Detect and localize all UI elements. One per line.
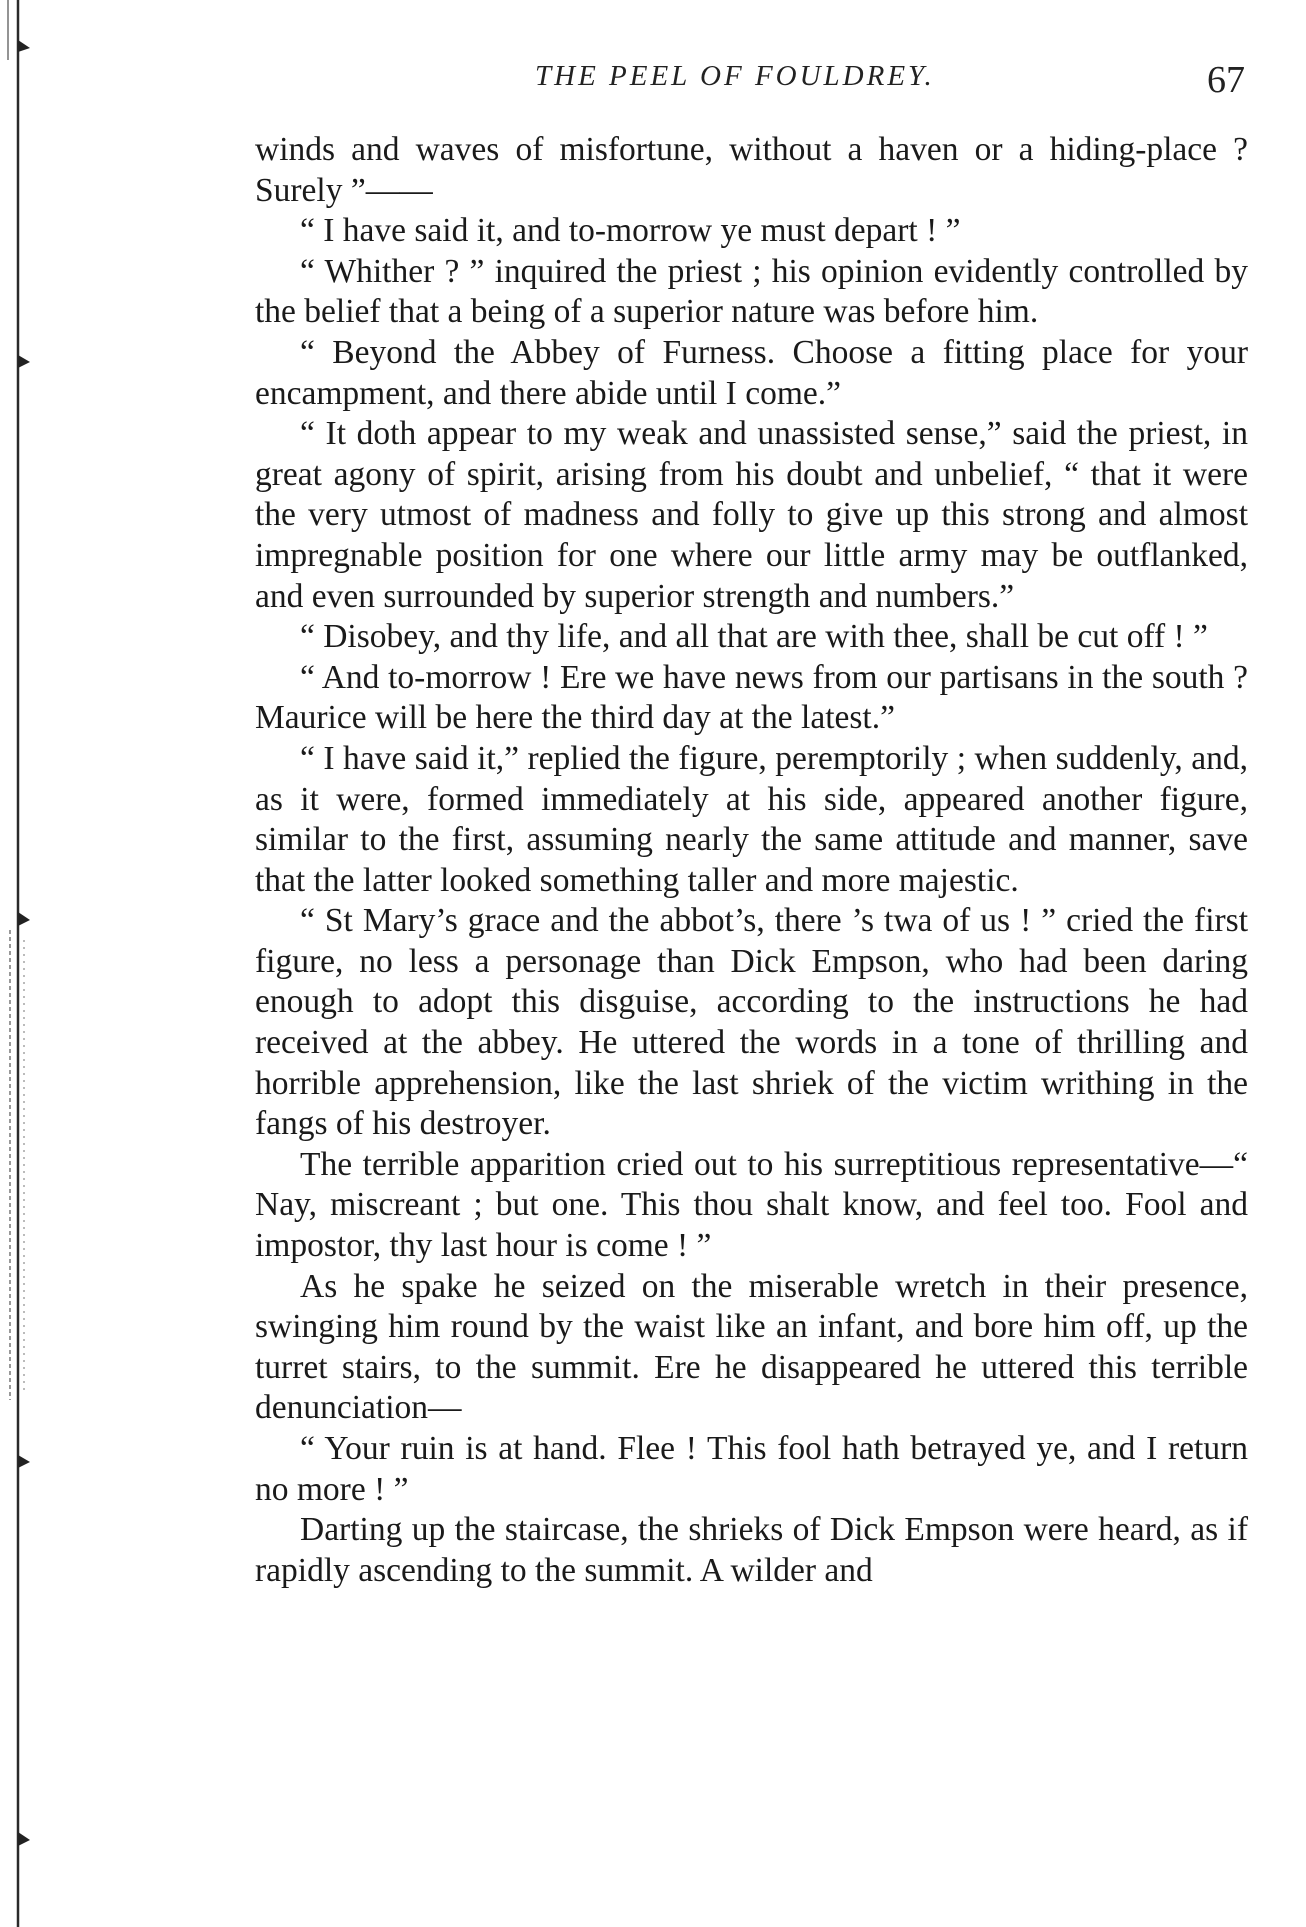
paragraph: “ I have said it, and to-morrow ye must depart ! ” — [300, 212, 961, 250]
body-text — [255, 130, 1248, 1591]
paragraph: “ It doth appear to my weak and unassisted sense,” said the priest, in great agony of spirit, arising from his doubt and unbelief, “ that it were the very utmost of madness and folly to give up this strong and almost impregnable position for one where our little army may be outflanked, and even surrounded by superior strength and numbers.” — [255, 415, 1248, 615]
paragraph: “ Beyond the Abbey of Furness. Choose a fitting place for your encampment, and there abide until I come.” — [255, 333, 1248, 412]
paragraph: “ Your ruin is at hand. Flee ! This fool hath betrayed ye, and I return no more ! ” — [255, 1430, 1248, 1508]
paragraph: “ And to-morrow ! Ere we have news from our partisans in the south ? Maurice will be here the third day at the latest.” — [255, 658, 1248, 737]
paragraph: “ Whither ? ” inquired the priest ; his opinion evidently controlled by the belief that a being of a superior nature was before him. — [255, 252, 1248, 331]
binding-edge — [0, 0, 50, 1927]
paragraph: As he spake he seized on the miserable wretch in their presence, swinging him round by the waist like an infant, and bore him off, up the turret stairs, to the summit. Ere he disappeared he uttered this terrible denunciation— — [255, 1267, 1248, 1427]
paragraph: “ Disobey, and thy life, and all that are with thee, shall be cut off ! ” — [300, 618, 1208, 656]
paragraph: “ St Mary’s grace and the abbot’s, there ’s twa of us ! ” cried the first figure, no less a personage than Dick Empson, who had been daring enough to adopt this disguise, according to the instructions he had received at the abbey. He uttered the words in a tone of thrilling and horrible apprehension, like the last shriek of the victim writhing in the fangs of his destroyer. — [255, 902, 1248, 1143]
paragraph: “ I have said it,” replied the figure, peremptorily ; when suddenly, and, as it were, formed immediately at his side, appeared another figure, similar to the first, assuming nearly the same attitude and manner, save that the latter looked something taller and more majestic. — [255, 739, 1248, 899]
paragraph: Darting up the staircase, the shrieks of Dick Empson were heard, as if rapidly ascending to the summit. A wilder and — [255, 1511, 1248, 1589]
paragraph: The terrible apparition cried out to his surreptitious representative—“ Nay, miscreant ; but one. This thou shalt know, and feel too. Fool and impostor, thy last hour is come ! ” — [255, 1145, 1248, 1265]
running-title: THE PEEL OF FOULDREY. — [535, 60, 935, 92]
page-header — [255, 58, 1245, 108]
page-number: 67 — [1207, 59, 1245, 101]
paragraph: winds and waves of misfortune, without a haven or a hiding-place ? Surely ”—— — [255, 131, 1248, 209]
